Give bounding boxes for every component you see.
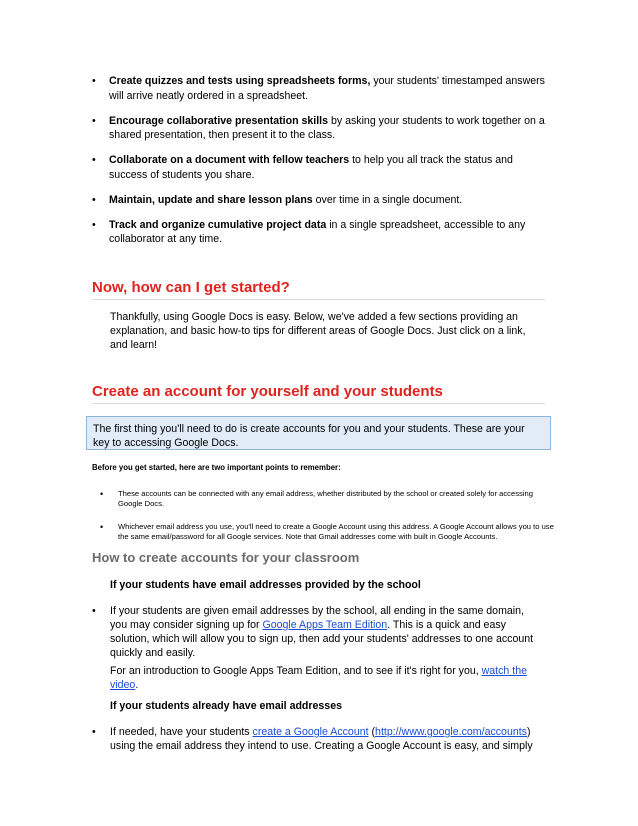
section-heading-create-account: Create an account for yourself and your students (92, 383, 545, 404)
bullet-icon: • (100, 522, 104, 532)
bullet-icon: • (92, 726, 96, 738)
list-item: • Maintain, update and share lesson plans over time in a single document. (92, 193, 463, 206)
list-item: • Create quizzes and tests using spreadsheets forms, your students' timestamped answers will arrive neatly ordered in a spreadsheet. (92, 75, 545, 102)
callout-box: The first thing you'll need to do is create accounts for you and your students. These are your key to accessing Google Docs. (86, 416, 551, 450)
list-item: • Whichever email address you use, you'll need to create a Google Account using this address. A Google Account allows you to use the same email/password for all Google services. Note that Gmail addresses come with built in Google Accounts. (100, 522, 554, 541)
section-heading-classroom-accounts: How to create accounts for your classroom (92, 550, 360, 565)
google-accounts-url-link[interactable]: http://www.google.com/accounts (375, 726, 527, 738)
bullet-icon: • (92, 218, 96, 231)
points-intro: Before you get started, here are two important points to remember: (92, 463, 341, 472)
list-item: • These accounts can be connected with any email address, whether distributed by the school or created solely for accessing Google Docs. (100, 489, 533, 508)
bullet-icon: • (100, 489, 104, 499)
list-item: • If needed, have your students create a Google Account (http://www.google.com/accounts) using the email address they intend to use. Creating a Google Account is easy, and simply (92, 726, 533, 752)
create-google-account-link[interactable]: create a Google Account (252, 726, 369, 738)
list-item: • Collaborate on a document with fellow teachers to help you all track the status and success of students you share. (92, 154, 513, 181)
get-started-paragraph: Thankfully, using Google Docs is easy. Below, we've added a few sections providing an explanation, and basic how-to tips for different areas of Google Docs. Just click on a link, and learn! (110, 311, 526, 351)
bullet-icon: • (92, 193, 96, 206)
bullet-icon: • (92, 75, 96, 87)
list-item: • Encourage collaborative presentation skills by asking your students to work together on a shared presentation, then present it to the class. (92, 114, 545, 141)
bullet-icon: • (92, 605, 96, 617)
feature-bullet-list (92, 74, 552, 257)
subheading-existing-emails: If your students already have email addresses (110, 700, 342, 712)
bullet-icon: • (92, 154, 96, 166)
list-item: • Track and organize cumulative project data in a single spreadsheet, accessible to any collaborator at any time. (92, 218, 526, 245)
intro-video-paragraph: For an introduction to Google Apps Team Edition, and to see if it's right for you, watch the video. (110, 665, 527, 691)
watch-video-link[interactable]: watch the video (110, 665, 527, 691)
google-apps-team-edition-link[interactable]: Google Apps Team Edition (262, 619, 388, 631)
subheading-school-emails: If your students have email addresses provided by the school (110, 579, 421, 591)
bullet-icon: • (92, 114, 96, 127)
list-item: • If your students are given email addresses by the school, all ending in the same domain, you may consider signing up for Google Apps Team Edition. This is a quick and easy solution, which will allow you to sign up, then add your students' addresses to one account quickly and easily. (92, 605, 534, 659)
section-heading-get-started: Now, how can I get started? (92, 279, 545, 300)
